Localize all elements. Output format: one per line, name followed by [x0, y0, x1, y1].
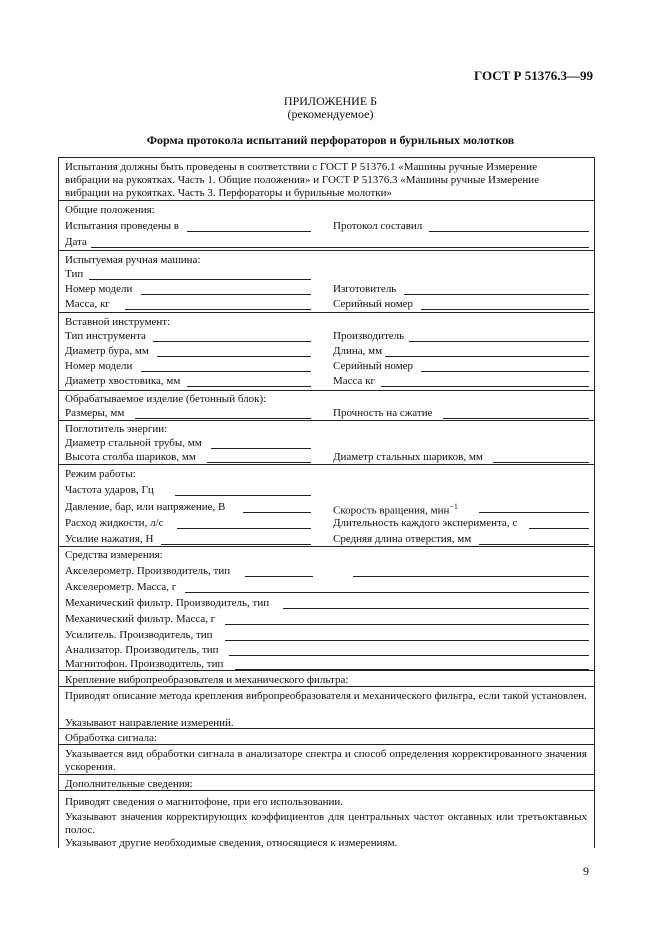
mounting-text-2: Указывают направление измерений. — [65, 717, 234, 729]
tool-length-label: Длина, мм — [333, 345, 383, 357]
form-title: Форма протокола испытаний перфораторов и бурильных молотков — [146, 133, 515, 147]
rotation-speed-label: Скорость вращения, мин$^{-1}$ — [333, 502, 458, 517]
shank-diameter-label: Диаметр хвостовика, мм — [65, 375, 181, 387]
protocol-by-field[interactable] — [429, 231, 589, 232]
tool-type-field[interactable] — [153, 341, 311, 342]
analyzer-type-label: Анализатор. Производитель, тип — [65, 644, 219, 656]
drill-diameter-field[interactable] — [157, 356, 311, 357]
machine-mass-field[interactable] — [125, 309, 311, 310]
accelerometer-type-label: Акселерометр. Производитель, тип — [65, 565, 231, 577]
processing-body — [59, 744, 594, 776]
tool-serial-field[interactable] — [421, 371, 589, 372]
additional-heading: Дополнительные сведения: — [65, 778, 193, 790]
mounting-body — [59, 686, 594, 729]
workpiece-sizes-label: Размеры, мм — [65, 407, 125, 419]
shank-diameter-field[interactable] — [187, 386, 311, 387]
rotation-speed-field[interactable] — [479, 512, 589, 513]
mounting-section — [59, 670, 594, 729]
machine-model-label: Номер модели — [65, 283, 133, 295]
hole-length-field[interactable] — [479, 544, 589, 545]
absorber-heading: Поглотитель энергии: — [65, 423, 168, 435]
general-section — [59, 200, 594, 251]
tool-serial-label: Серийный номер — [333, 360, 414, 372]
machine-type-label: Тип — [65, 268, 84, 280]
pipe-diameter-field[interactable] — [211, 448, 311, 449]
hole-length-label: Средняя длина отверстия, мм — [333, 533, 472, 545]
feed-force-label: Усилие нажатия, Н — [65, 533, 154, 545]
machine-type-field[interactable] — [89, 279, 311, 280]
processing-section — [59, 728, 594, 775]
intro-line-3: вибрации на рукоятках. Часть 3. Перфораторы и бурильные молотки» — [65, 187, 393, 199]
workpiece-sizes-field[interactable] — [135, 418, 311, 419]
impact-freq-label: Частота ударов, Гц — [65, 484, 154, 496]
accelerometer-type-field-2[interactable] — [353, 576, 589, 577]
manufacturer-field[interactable] — [404, 294, 589, 295]
tool-length-field[interactable] — [385, 356, 589, 357]
filter-type-label: Механический фильтр. Производитель, тип — [65, 597, 270, 609]
intro-section — [59, 158, 594, 200]
tool-section — [59, 312, 594, 391]
document-code: ГОСТ Р 51376.3—99 — [474, 68, 593, 83]
strength-label: Прочность на сжатие — [333, 407, 433, 419]
liquid-flow-label: Расход жидкости, л/с — [65, 517, 164, 529]
tool-producer-field[interactable] — [409, 341, 589, 342]
mounting-heading: Крепление вибропреобразователя и механического фильтра: — [65, 674, 349, 686]
accelerometer-mass-field[interactable] — [185, 592, 589, 593]
ball-diameter-label: Диаметр стальных шариков, мм — [333, 451, 483, 463]
pipe-diameter-label: Диаметр стальной трубы, мм — [65, 437, 202, 449]
tool-mass-label: Масса кг — [333, 375, 376, 387]
mounting-text-1: Приводят описание метода крепления вибропреобразователя и механического фильтра, если такой установлен. — [65, 690, 587, 702]
date-field[interactable] — [91, 247, 589, 248]
tested-by-field[interactable] — [187, 231, 311, 232]
machine-heading: Испытуемая ручная машина: — [65, 254, 201, 266]
amplifier-type-label: Усилитель. Производитель, тип — [65, 629, 213, 641]
processing-text: Указывается вид обработки сигнала в анализаторе спектра и способ определения корректированного значения ускорения. — [65, 748, 587, 773]
accelerometer-type-field-1[interactable] — [245, 576, 313, 577]
ball-diameter-field[interactable] — [493, 462, 589, 463]
amplifier-type-field[interactable] — [225, 640, 589, 641]
processing-heading: Обработка сигнала: — [65, 732, 158, 744]
machine-serial-field[interactable] — [421, 309, 589, 310]
tool-producer-label: Производитель — [333, 330, 405, 342]
workpiece-section — [59, 390, 594, 421]
filter-type-field[interactable] — [283, 608, 589, 609]
mode-section — [59, 464, 594, 547]
drill-diameter-label: Диаметр бура, мм — [65, 345, 149, 357]
strength-field[interactable] — [443, 418, 589, 419]
analyzer-type-field[interactable] — [229, 655, 589, 656]
accelerometer-mass-label: Акселерометр. Масса, г — [65, 581, 177, 593]
tested-by-label: Испытания проведены в — [65, 220, 179, 232]
appendix-title: ПРИЛОЖЕНИЕ Б — [283, 94, 378, 108]
machine-mass-label: Масса, кг — [65, 298, 110, 310]
appendix-heading — [0, 95, 661, 121]
general-heading: Общие положения: — [65, 204, 155, 216]
tool-model-field[interactable] — [141, 371, 311, 372]
additional-text-3: Указывают другие необходимые сведения, относящиеся к измерениям. — [65, 837, 398, 849]
page-number: 9 — [583, 864, 589, 878]
additional-body — [59, 790, 594, 850]
feed-force-field[interactable] — [161, 544, 311, 545]
duration-field[interactable] — [529, 528, 589, 529]
instruments-section — [59, 546, 594, 671]
instruments-heading: Средства измерения: — [65, 549, 163, 561]
filter-mass-label: Механический фильтр. Масса, г — [65, 613, 216, 625]
tool-mass-field[interactable] — [381, 386, 589, 387]
machine-serial-label: Серийный номер — [333, 298, 414, 310]
additional-section — [59, 774, 594, 849]
absorber-section — [59, 420, 594, 465]
additional-text-2: Указывают значения корректирующих коэффициентов для центральных частот октавных или третьоктавных полос. — [65, 811, 587, 836]
appendix-subtitle: (рекомендуемое) — [287, 107, 374, 121]
filter-mass-field[interactable] — [225, 624, 589, 625]
manufacturer-label: Изготовитель — [333, 283, 397, 295]
protocol-form-table — [58, 157, 595, 848]
recorder-type-label: Магнитофон. Производитель, тип — [65, 658, 224, 670]
pressure-label: Давление, бар, или напряжение, В — [65, 501, 226, 513]
column-height-field[interactable] — [207, 462, 311, 463]
additional-text-1: Приводят сведения о магнитофоне, при его использовании. — [65, 796, 344, 808]
tool-type-label: Тип инструмента — [65, 330, 146, 342]
intro-line-2: вибрации на рукоятках. Часть 1. Общие положения» и ГОСТ Р 51376.3 «Машины ручные Измерение — [65, 174, 540, 186]
machine-model-field[interactable] — [141, 294, 311, 295]
impact-freq-field[interactable] — [175, 495, 311, 496]
column-height-label: Высота столба шариков, мм — [65, 451, 196, 463]
protocol-by-label: Протокол составил — [333, 220, 423, 232]
liquid-flow-field[interactable] — [177, 528, 311, 529]
tool-heading: Вставной инструмент: — [65, 316, 171, 328]
pressure-field[interactable] — [243, 512, 311, 513]
intro-line-1: Испытания должны быть проведены в соответствии с ГОСТ Р 51376.1 «Машины ручные Измерение — [65, 161, 538, 173]
mode-heading: Режим работы: — [65, 468, 136, 480]
machine-section — [59, 250, 594, 313]
date-label: Дата — [65, 236, 87, 248]
tool-model-label: Номер модели — [65, 360, 133, 372]
workpiece-heading: Обрабатываемое изделие (бетонный блок): — [65, 393, 267, 405]
duration-label: Длительность каждого эксперимента, с — [333, 517, 518, 529]
